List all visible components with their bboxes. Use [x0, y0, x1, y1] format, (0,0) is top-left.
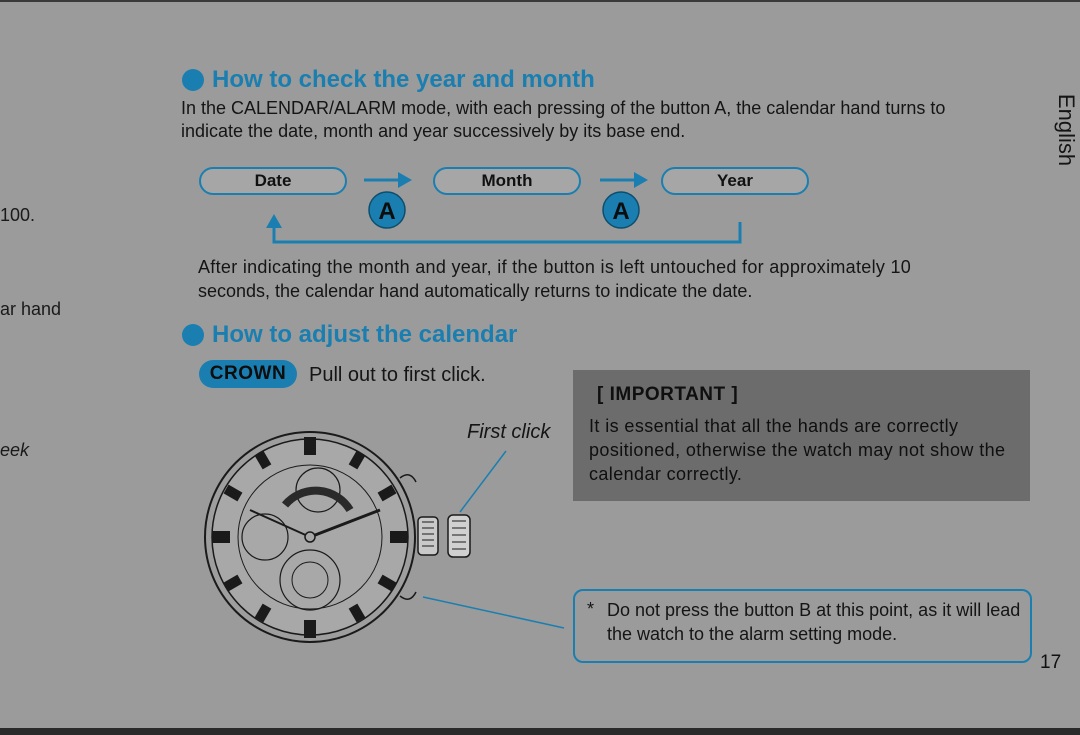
- button-a-label-2: A: [612, 198, 630, 225]
- side-language-tab: English: [1054, 93, 1079, 167]
- note-asterisk: *: [587, 599, 595, 619]
- bottom-edge: [0, 728, 1080, 735]
- left-fragment-3: eek: [0, 440, 30, 460]
- after-line-1: After indicating the month and year, if the button is left untouched for approximately 10: [198, 257, 912, 277]
- step-year: Year: [661, 167, 809, 195]
- return-arrow: [266, 214, 740, 242]
- important-title: [ IMPORTANT ]: [597, 384, 739, 405]
- intro-line-1: In the CALENDAR/ALARM mode, with each pressing of the button A, the calendar hand turns to: [181, 98, 946, 118]
- flow-arrow-1: [364, 172, 412, 188]
- first-click-label: First click: [467, 421, 551, 443]
- crown-instruction: Pull out to first click.: [309, 364, 486, 386]
- watch-illustration: [205, 432, 470, 642]
- note-text: Do not press the button B at this point, as it will lead the watch to the alarm setting mode.: [607, 600, 1021, 644]
- crown-badge: CROWN: [199, 360, 297, 388]
- step-date: Date: [199, 167, 347, 195]
- flow-arrow-2: [600, 172, 648, 188]
- page-number: 17: [1040, 652, 1062, 673]
- important-text: It is essential that all the hands are correctly positioned, otherwise the watch may not show the calendar correctly.: [589, 416, 1006, 484]
- left-fragment-2: ar hand: [0, 299, 62, 319]
- intro-line-2: indicate the date, month and year successively by its base end.: [181, 121, 686, 141]
- heading-text: How to check the year and month: [212, 66, 595, 93]
- button-a-label-1: A: [378, 198, 396, 225]
- button-a-icon-1: [369, 192, 405, 228]
- heading-text: How to adjust the calendar: [212, 321, 518, 348]
- step-month: Month: [433, 167, 581, 195]
- first-click-leader: [460, 451, 506, 512]
- left-fragment-1: 100.: [0, 205, 36, 225]
- note-leader: [423, 597, 564, 628]
- button-a-icon-2: [603, 192, 639, 228]
- after-line-2: seconds, the calendar hand automatically returns to indicate the date.: [198, 281, 753, 301]
